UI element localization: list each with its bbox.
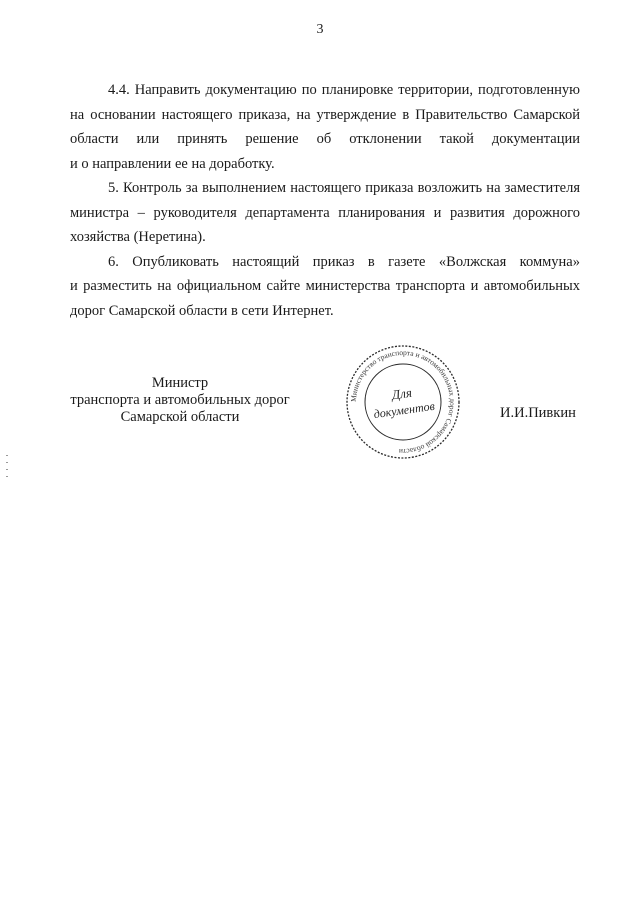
- scan-margin-marks: [6, 455, 10, 485]
- stamp-center-line-1: Для: [390, 384, 413, 403]
- stamp-outer-ring: [347, 346, 459, 458]
- paragraph-4-4: [70, 78, 580, 176]
- text-line: министра – руководителя департамента планирования и развития дорожного: [70, 204, 580, 221]
- text-line: и о направлении ее на доработку.: [70, 155, 275, 172]
- text-line: 5. Контроль за выполнением настоящего приказа возложить на заместителя: [108, 180, 580, 196]
- signer-name: И.И.Пивкин: [500, 405, 576, 421]
- text-line: хозяйства (Неретина).: [70, 229, 206, 245]
- official-stamp: [343, 342, 463, 462]
- signatory-position: [60, 375, 300, 426]
- document-body: [70, 78, 580, 323]
- position-line: Самарской области: [120, 409, 240, 425]
- page-number: 3: [316, 22, 324, 37]
- position-line: Министр: [151, 375, 209, 391]
- text-line: 4.4. Направить документацию по планировке территории, подготовленную: [108, 82, 580, 98]
- stamp-center-line-2: документов: [372, 398, 436, 422]
- paragraph-6: [70, 250, 580, 324]
- text-line: дорог Самарской области в сети Интернет.: [70, 302, 334, 319]
- text-line: на основании настоящего приказа, на утверждение в Правительство Самарской: [70, 106, 580, 123]
- text-line: и разместить на официальном сайте министерства транспорта и автомобильных: [70, 278, 580, 294]
- stamp-ring-text: Министерство транспорта и автомобильных дорог Самарской области: [348, 347, 458, 457]
- text-line: 6. Опубликовать настоящий приказ в газете «Волжская коммуна»: [108, 253, 580, 270]
- paragraph-5: [70, 176, 580, 250]
- position-line: транспорта и автомобильных дорог: [70, 392, 290, 408]
- text-line: области или принять решение об отклонении такой документации: [70, 131, 580, 147]
